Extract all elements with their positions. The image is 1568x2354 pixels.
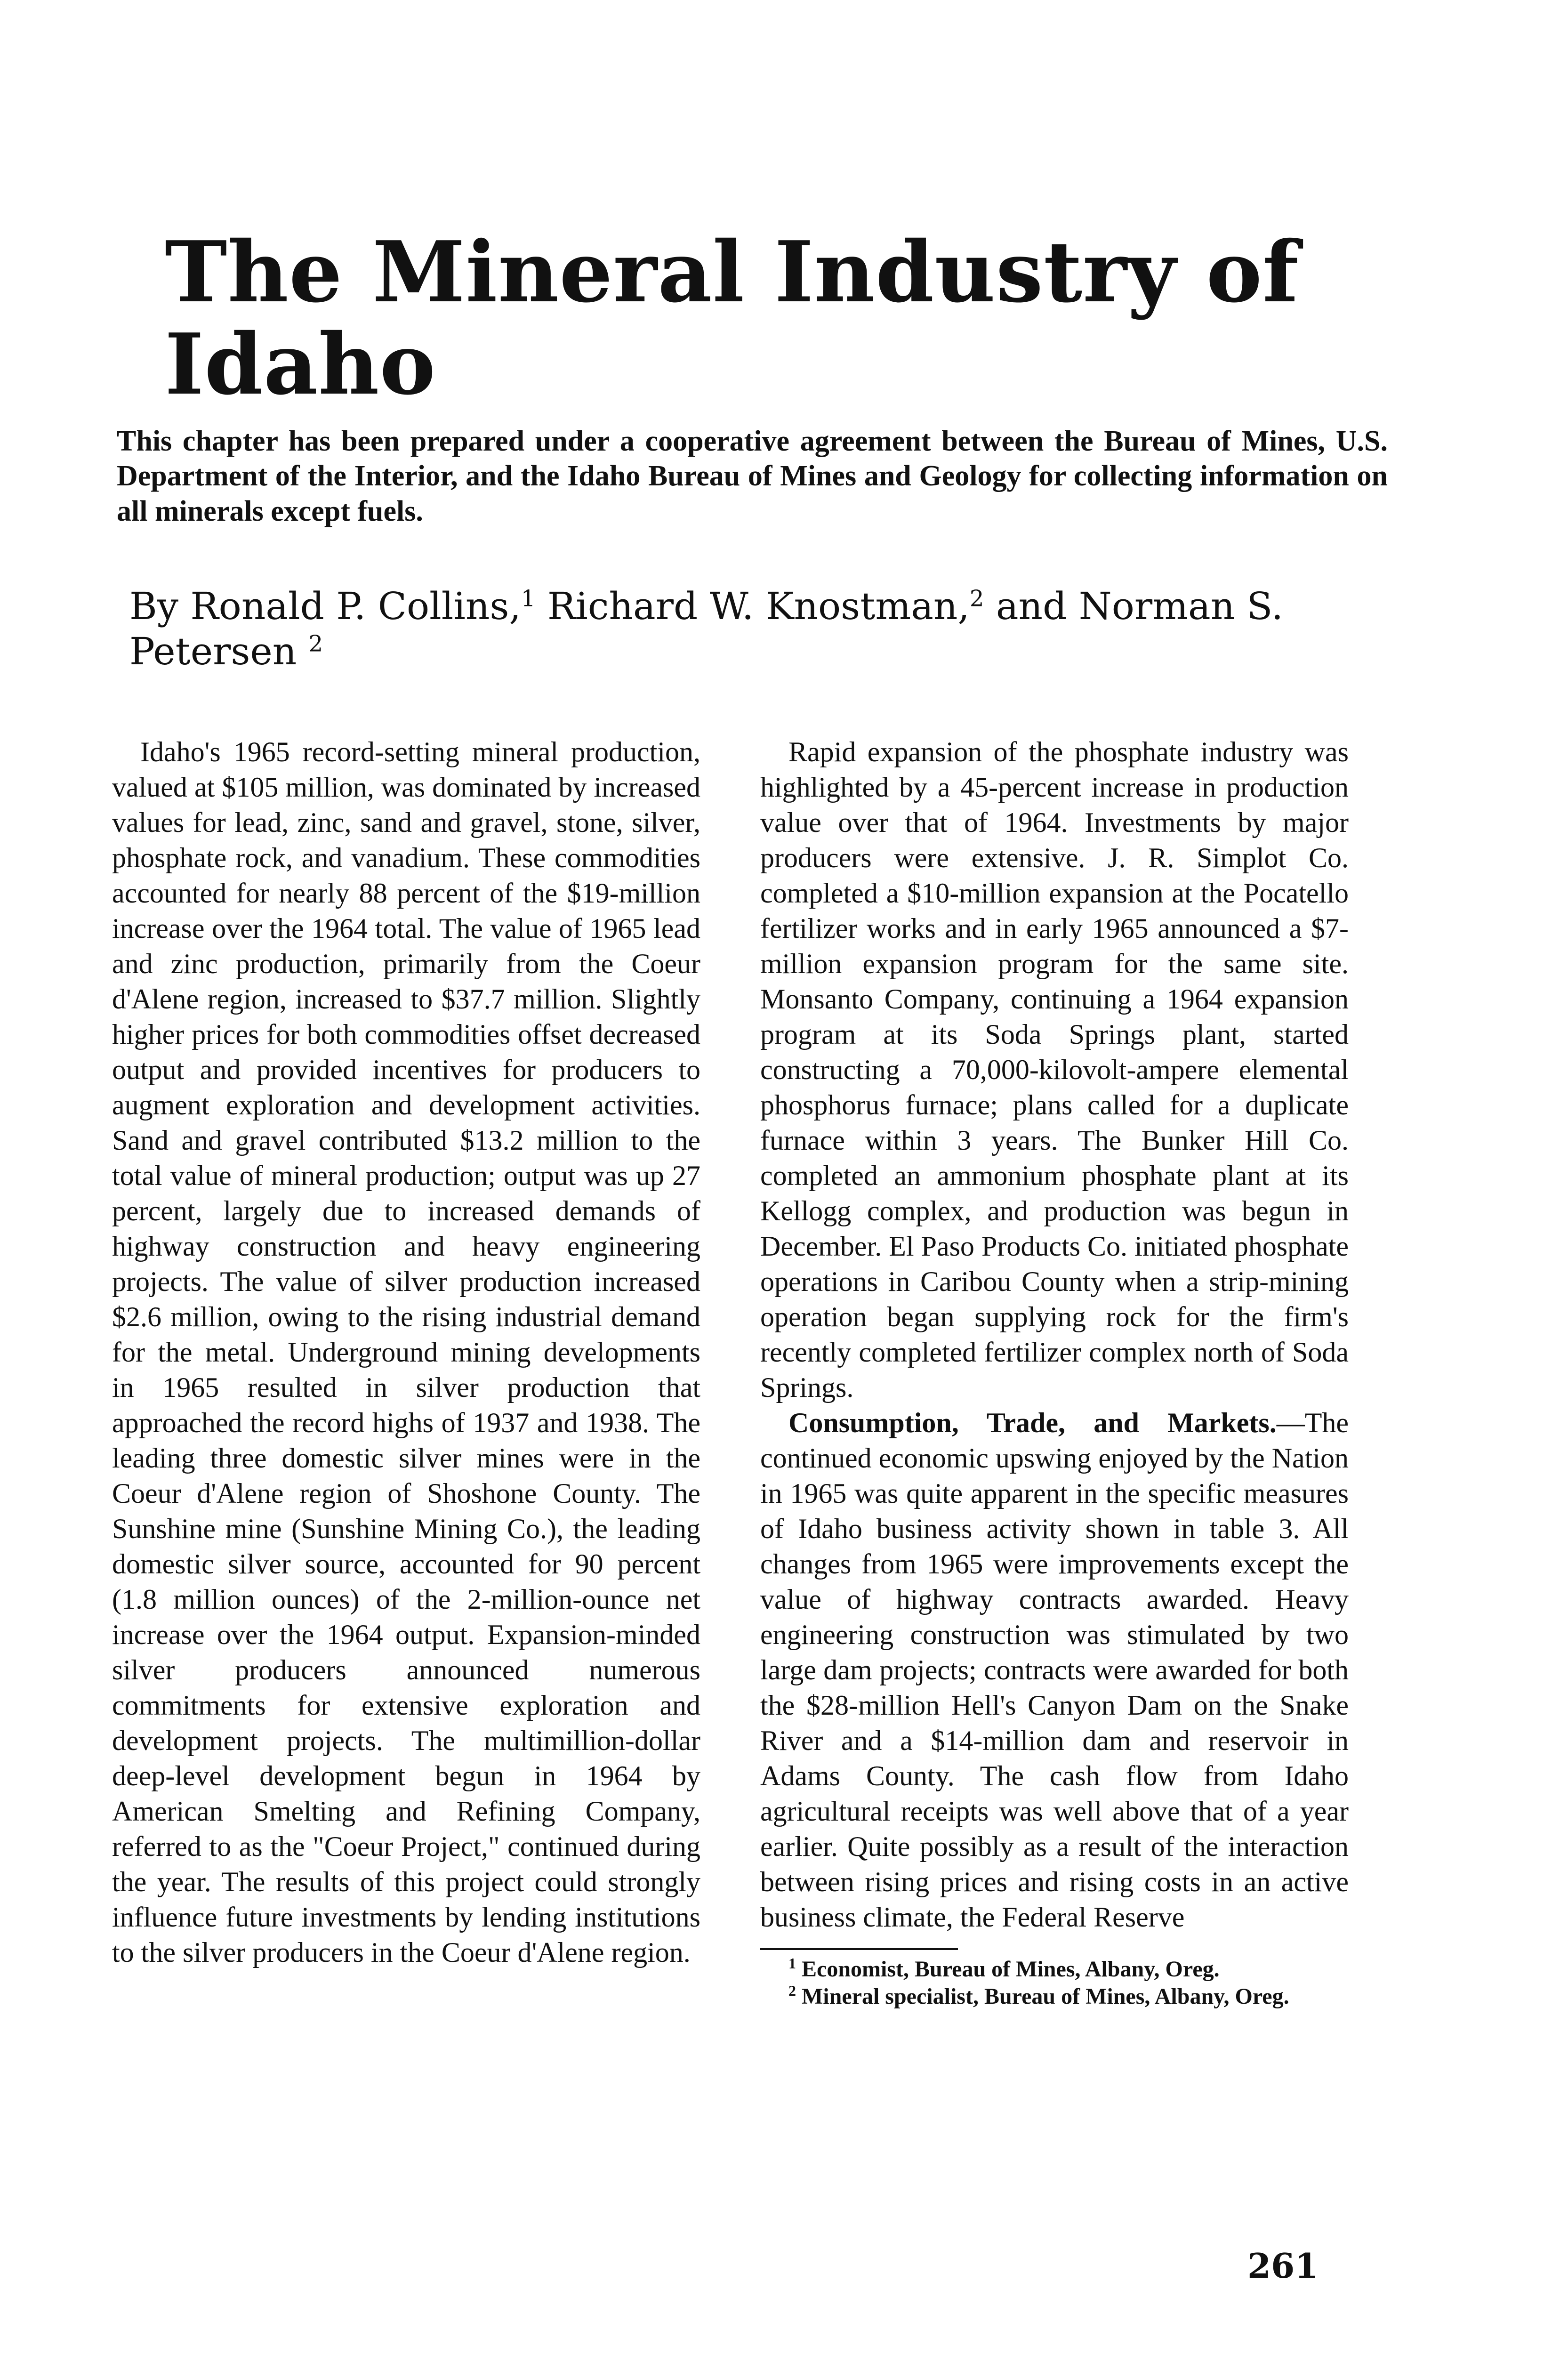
- author-knostman-footnote-mark: 2: [969, 585, 984, 612]
- footnote-2: [760, 1983, 1349, 2010]
- cooperative-agreement-note: This chapter has been prepared under a cooperative agreement between the Bureau of Mines, U.S. Department of the Interior, and the Idaho Bureau of Mines and Geology for collecting information on all minerals except fuels.: [117, 425, 1388, 527]
- byline-conjunction: and: [996, 584, 1067, 628]
- footnote-1: [760, 1956, 1349, 1983]
- body-paragraph: Idaho's 1965 record-setting mineral production, valued at $105 million, was dominated by increased values for lead, zinc, sand and gravel, stone, silver, phosphate rock, and vanadium. These commodities accounted for nearly 88 percent of the $19-million increase over the 1964 total. The value of 1965 lead and zinc production, primarily from the Coeur d'Alene region, increased to $37.7 million. Slightly higher prices for both commodities offset decreased output and provided incentives for producers to augment exploration and development activities. Sand and gravel contributed $13.2 million to the total value of mineral production; output was up 27 percent, largely due to increased demands of highway construction and heavy engineering projects. The value of silver production increased $2.6 million, owing to the rising industrial demand for the metal. Underground mining developments in 1965 resulted in silver production that approached the record highs of 1937 and 1938. The leading three domestic silver mines were in the Coeur d'Alene region of Shoshone County. The Sunshine mine (Sunshine Mining Co.), the leading domestic silver source, accounted for 90 percent (1.8 million ounces) of the 2-million-ounce net increase over the 1964 output. Expansion-minded silver producers announced numerous commitments for extensive exploration and development projects. The multimillion-dollar deep-level development begun in 1964 by American Smelting and Refining Company, referred to as the "Coeur Project," continued during the year. The results of this project could strongly influence future investments by lending institutions to the silver producers in the Coeur d'Alene region.: [112, 736, 700, 1968]
- byline-prefix: By: [129, 584, 178, 628]
- footnote-mark: 2: [788, 1982, 796, 1999]
- consumption-paragraph: [760, 1405, 1349, 1935]
- author-collins-footnote-mark: 1: [521, 585, 536, 612]
- author-petersen-footnote-mark: 2: [308, 630, 323, 657]
- body-paragraph-text: —The continued economic upswing enjoyed by the Nation in 1965 was quite apparent in the specific measures of Idaho business activity shown in table 3. All changes from 1965 were improvements except the value of highway contracts awarded. Heavy engineering construction was stimulated by two large dam projects; contracts were awarded for both the $28-million Hell's Canyon Dam on the Snake River and a $14-million dam and reservoir in Adams County. The cash flow from Idaho agricultural receipts was well above that of a year earlier. Quite possibly as a result of the interaction between rising prices and rising costs in an active business climate, the Federal Reserve: [760, 1407, 1349, 1933]
- footnote-divider: [760, 1948, 958, 1950]
- page-number: 261: [1247, 2246, 1319, 2286]
- footnotes: [760, 1956, 1349, 2010]
- left-column: [112, 734, 700, 1970]
- page-title: The Mineral Industry of Idaho: [165, 223, 1299, 413]
- author-petersen: Norman S. Petersen: [129, 584, 1284, 673]
- author-knostman: Richard W. Knostman,: [547, 584, 970, 628]
- footnote-text: Economist, Bureau of Mines, Albany, Oreg.: [802, 1957, 1220, 1982]
- byline: [129, 584, 1400, 674]
- footnote-mark: 1: [788, 1955, 796, 1972]
- body-paragraph: Rapid expansion of the phosphate industry was highlighted by a 45-percent increase in production value over that of 1964. Investments by major producers were extensive. J. R. Simplot Co. completed a $10-million expansion at the Pocatello fertilizer works and in early 1965 announced a $7-million expansion program for the same site. Monsanto Company, continuing a 1964 expansion program at its Soda Springs plant, started constructing a 70,000-kilovolt-ampere elemental phosphorus furnace; plans called for a duplicate furnace within 3 years. The Bunker Hill Co. completed an ammonium phosphate plant at its Kellogg complex, and production was begun in December. El Paso Products Co. initiated phosphate operations in Caribou County when a strip-mining operation began supplying rock for the firm's recently completed fertilizer complex north of Soda Springs.: [760, 736, 1349, 1403]
- section-heading-consumption-trade-markets: Consumption, Trade, and Markets.: [788, 1407, 1277, 1438]
- right-column: [760, 734, 1349, 2010]
- author-collins: Ronald P. Collins,: [190, 584, 521, 628]
- footnote-text: Mineral specialist, Bureau of Mines, Albany, Oreg.: [802, 1984, 1289, 2009]
